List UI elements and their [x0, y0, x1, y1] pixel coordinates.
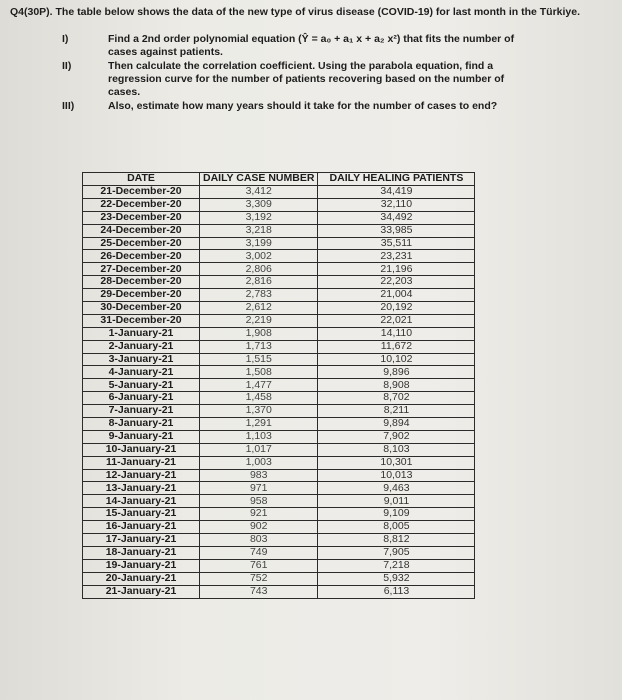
table-row	[83, 327, 475, 340]
case-number-cell: 3,192	[200, 211, 318, 224]
question-item-number: II)	[62, 60, 72, 72]
case-number-cell: 3,199	[200, 237, 318, 250]
date-cell: 28-December-20	[83, 276, 200, 289]
column-header-date: DATE	[83, 173, 200, 186]
healing-patients-cell: 9,109	[318, 508, 475, 521]
question-item-number: I)	[62, 33, 69, 45]
case-number-cell: 1,515	[200, 353, 318, 366]
healing-patients-cell: 21,004	[318, 289, 475, 302]
healing-patients-cell: 23,231	[318, 250, 475, 263]
case-number-cell: 3,002	[200, 250, 318, 263]
date-cell: 6-January-21	[83, 392, 200, 405]
healing-patients-cell: 10,102	[318, 353, 475, 366]
question-item	[10, 33, 610, 59]
date-cell: 16-January-21	[83, 521, 200, 534]
column-header-case: DAILY CASE NUMBER	[200, 173, 318, 186]
question-item-number: III)	[62, 100, 75, 112]
column-header-healing: DAILY HEALING PATIENTS	[318, 173, 475, 186]
healing-patients-cell: 34,419	[318, 186, 475, 199]
date-cell: 18-January-21	[83, 546, 200, 559]
table-row	[83, 379, 475, 392]
healing-patients-cell: 8,103	[318, 443, 475, 456]
question-item	[10, 60, 610, 99]
date-cell: 19-January-21	[83, 559, 200, 572]
healing-patients-cell: 9,896	[318, 366, 475, 379]
case-number-cell: 921	[200, 508, 318, 521]
case-number-cell: 1,908	[200, 327, 318, 340]
case-number-cell: 1,291	[200, 418, 318, 431]
case-number-cell: 983	[200, 469, 318, 482]
case-number-cell: 3,218	[200, 224, 318, 237]
case-number-cell: 761	[200, 559, 318, 572]
case-number-cell: 1,458	[200, 392, 318, 405]
case-number-cell: 2,219	[200, 314, 318, 327]
date-cell: 22-December-20	[83, 198, 200, 211]
date-cell: 10-January-21	[83, 443, 200, 456]
case-number-cell: 3,309	[200, 198, 318, 211]
case-number-cell: 743	[200, 585, 318, 598]
table-row	[83, 250, 475, 263]
question-item	[10, 100, 610, 113]
table-row	[83, 314, 475, 327]
healing-patients-cell: 20,192	[318, 302, 475, 315]
date-cell: 3-January-21	[83, 353, 200, 366]
date-cell: 21-December-20	[83, 186, 200, 199]
date-cell: 26-December-20	[83, 250, 200, 263]
healing-patients-cell: 8,908	[318, 379, 475, 392]
table-body	[83, 186, 475, 599]
question-block	[10, 6, 610, 114]
healing-patients-cell: 8,812	[318, 534, 475, 547]
healing-patients-cell: 33,985	[318, 224, 475, 237]
table-row	[83, 508, 475, 521]
table-row	[83, 546, 475, 559]
case-number-cell: 1,508	[200, 366, 318, 379]
table-row	[83, 263, 475, 276]
case-number-cell: 1,003	[200, 456, 318, 469]
date-cell: 4-January-21	[83, 366, 200, 379]
date-cell: 31-December-20	[83, 314, 200, 327]
table-row	[83, 353, 475, 366]
case-number-cell: 1,370	[200, 405, 318, 418]
table-row	[83, 495, 475, 508]
date-cell: 9-January-21	[83, 430, 200, 443]
table-row	[83, 405, 475, 418]
table-row	[83, 443, 475, 456]
date-cell: 11-January-21	[83, 456, 200, 469]
healing-patients-cell: 22,021	[318, 314, 475, 327]
case-number-cell: 958	[200, 495, 318, 508]
table-row	[83, 186, 475, 199]
healing-patients-cell: 7,218	[318, 559, 475, 572]
table-row	[83, 289, 475, 302]
date-cell: 13-January-21	[83, 482, 200, 495]
healing-patients-cell: 8,702	[318, 392, 475, 405]
healing-patients-cell: 7,902	[318, 430, 475, 443]
case-number-cell: 1,103	[200, 430, 318, 443]
table-row	[83, 572, 475, 585]
date-cell: 29-December-20	[83, 289, 200, 302]
healing-patients-cell: 22,203	[318, 276, 475, 289]
covid-data-table	[82, 172, 475, 599]
healing-patients-cell: 34,492	[318, 211, 475, 224]
table-row	[83, 559, 475, 572]
table-row	[83, 585, 475, 598]
question-item-text: Find a 2nd order polynomial equation (Ŷ = a₀ + a₁ x + a₂ x²) that fits the number of cases against patients.	[108, 33, 515, 58]
case-number-cell: 2,806	[200, 263, 318, 276]
healing-patients-cell: 10,301	[318, 456, 475, 469]
case-number-cell: 2,816	[200, 276, 318, 289]
date-cell: 1-January-21	[83, 327, 200, 340]
case-number-cell: 1,017	[200, 443, 318, 456]
table-row	[83, 211, 475, 224]
case-number-cell: 1,477	[200, 379, 318, 392]
table-row	[83, 469, 475, 482]
healing-patients-cell: 6,113	[318, 585, 475, 598]
table-row	[83, 482, 475, 495]
date-cell: 17-January-21	[83, 534, 200, 547]
table-row	[83, 366, 475, 379]
case-number-cell: 749	[200, 546, 318, 559]
date-cell: 25-December-20	[83, 237, 200, 250]
table-row	[83, 198, 475, 211]
healing-patients-cell: 14,110	[318, 327, 475, 340]
date-cell: 21-January-21	[83, 585, 200, 598]
date-cell: 20-January-21	[83, 572, 200, 585]
table-row	[83, 392, 475, 405]
date-cell: 23-December-20	[83, 211, 200, 224]
healing-patients-cell: 8,005	[318, 521, 475, 534]
date-cell: 8-January-21	[83, 418, 200, 431]
healing-patients-cell: 21,196	[318, 263, 475, 276]
table-row	[83, 340, 475, 353]
question-header: Q4(30P). The table below shows the data of the new type of virus disease (COVID-19) for last month in the Türkiye.	[10, 6, 581, 18]
case-number-cell: 3,412	[200, 186, 318, 199]
healing-patients-cell: 9,463	[318, 482, 475, 495]
date-cell: 12-January-21	[83, 469, 200, 482]
date-cell: 2-January-21	[83, 340, 200, 353]
table-row	[83, 276, 475, 289]
date-cell: 24-December-20	[83, 224, 200, 237]
table-row	[83, 430, 475, 443]
healing-patients-cell: 8,211	[318, 405, 475, 418]
case-number-cell: 1,713	[200, 340, 318, 353]
table-row	[83, 237, 475, 250]
date-cell: 14-January-21	[83, 495, 200, 508]
healing-patients-cell: 7,905	[318, 546, 475, 559]
date-cell: 15-January-21	[83, 508, 200, 521]
healing-patients-cell: 11,672	[318, 340, 475, 353]
healing-patients-cell: 10,013	[318, 469, 475, 482]
table-row	[83, 534, 475, 547]
healing-patients-cell: 9,894	[318, 418, 475, 431]
case-number-cell: 2,783	[200, 289, 318, 302]
table-row	[83, 302, 475, 315]
date-cell: 5-January-21	[83, 379, 200, 392]
case-number-cell: 2,612	[200, 302, 318, 315]
case-number-cell: 752	[200, 572, 318, 585]
date-cell: 7-January-21	[83, 405, 200, 418]
question-item-text: Then calculate the correlation coefficient. Using the parabola equation, find a regression curve for the number of patients recovering based on the number of cases.	[108, 60, 505, 98]
question-item-text: Also, estimate how many years should it take for the number of cases to end?	[108, 100, 498, 112]
table-row	[83, 224, 475, 237]
table-row	[83, 456, 475, 469]
date-cell: 30-December-20	[83, 302, 200, 315]
healing-patients-cell: 5,932	[318, 572, 475, 585]
case-number-cell: 971	[200, 482, 318, 495]
question-items	[10, 33, 610, 113]
healing-patients-cell: 9,011	[318, 495, 475, 508]
healing-patients-cell: 35,511	[318, 237, 475, 250]
healing-patients-cell: 32,110	[318, 198, 475, 211]
table-row	[83, 521, 475, 534]
case-number-cell: 803	[200, 534, 318, 547]
case-number-cell: 902	[200, 521, 318, 534]
date-cell: 27-December-20	[83, 263, 200, 276]
table-header-row	[83, 173, 475, 186]
table-row	[83, 418, 475, 431]
